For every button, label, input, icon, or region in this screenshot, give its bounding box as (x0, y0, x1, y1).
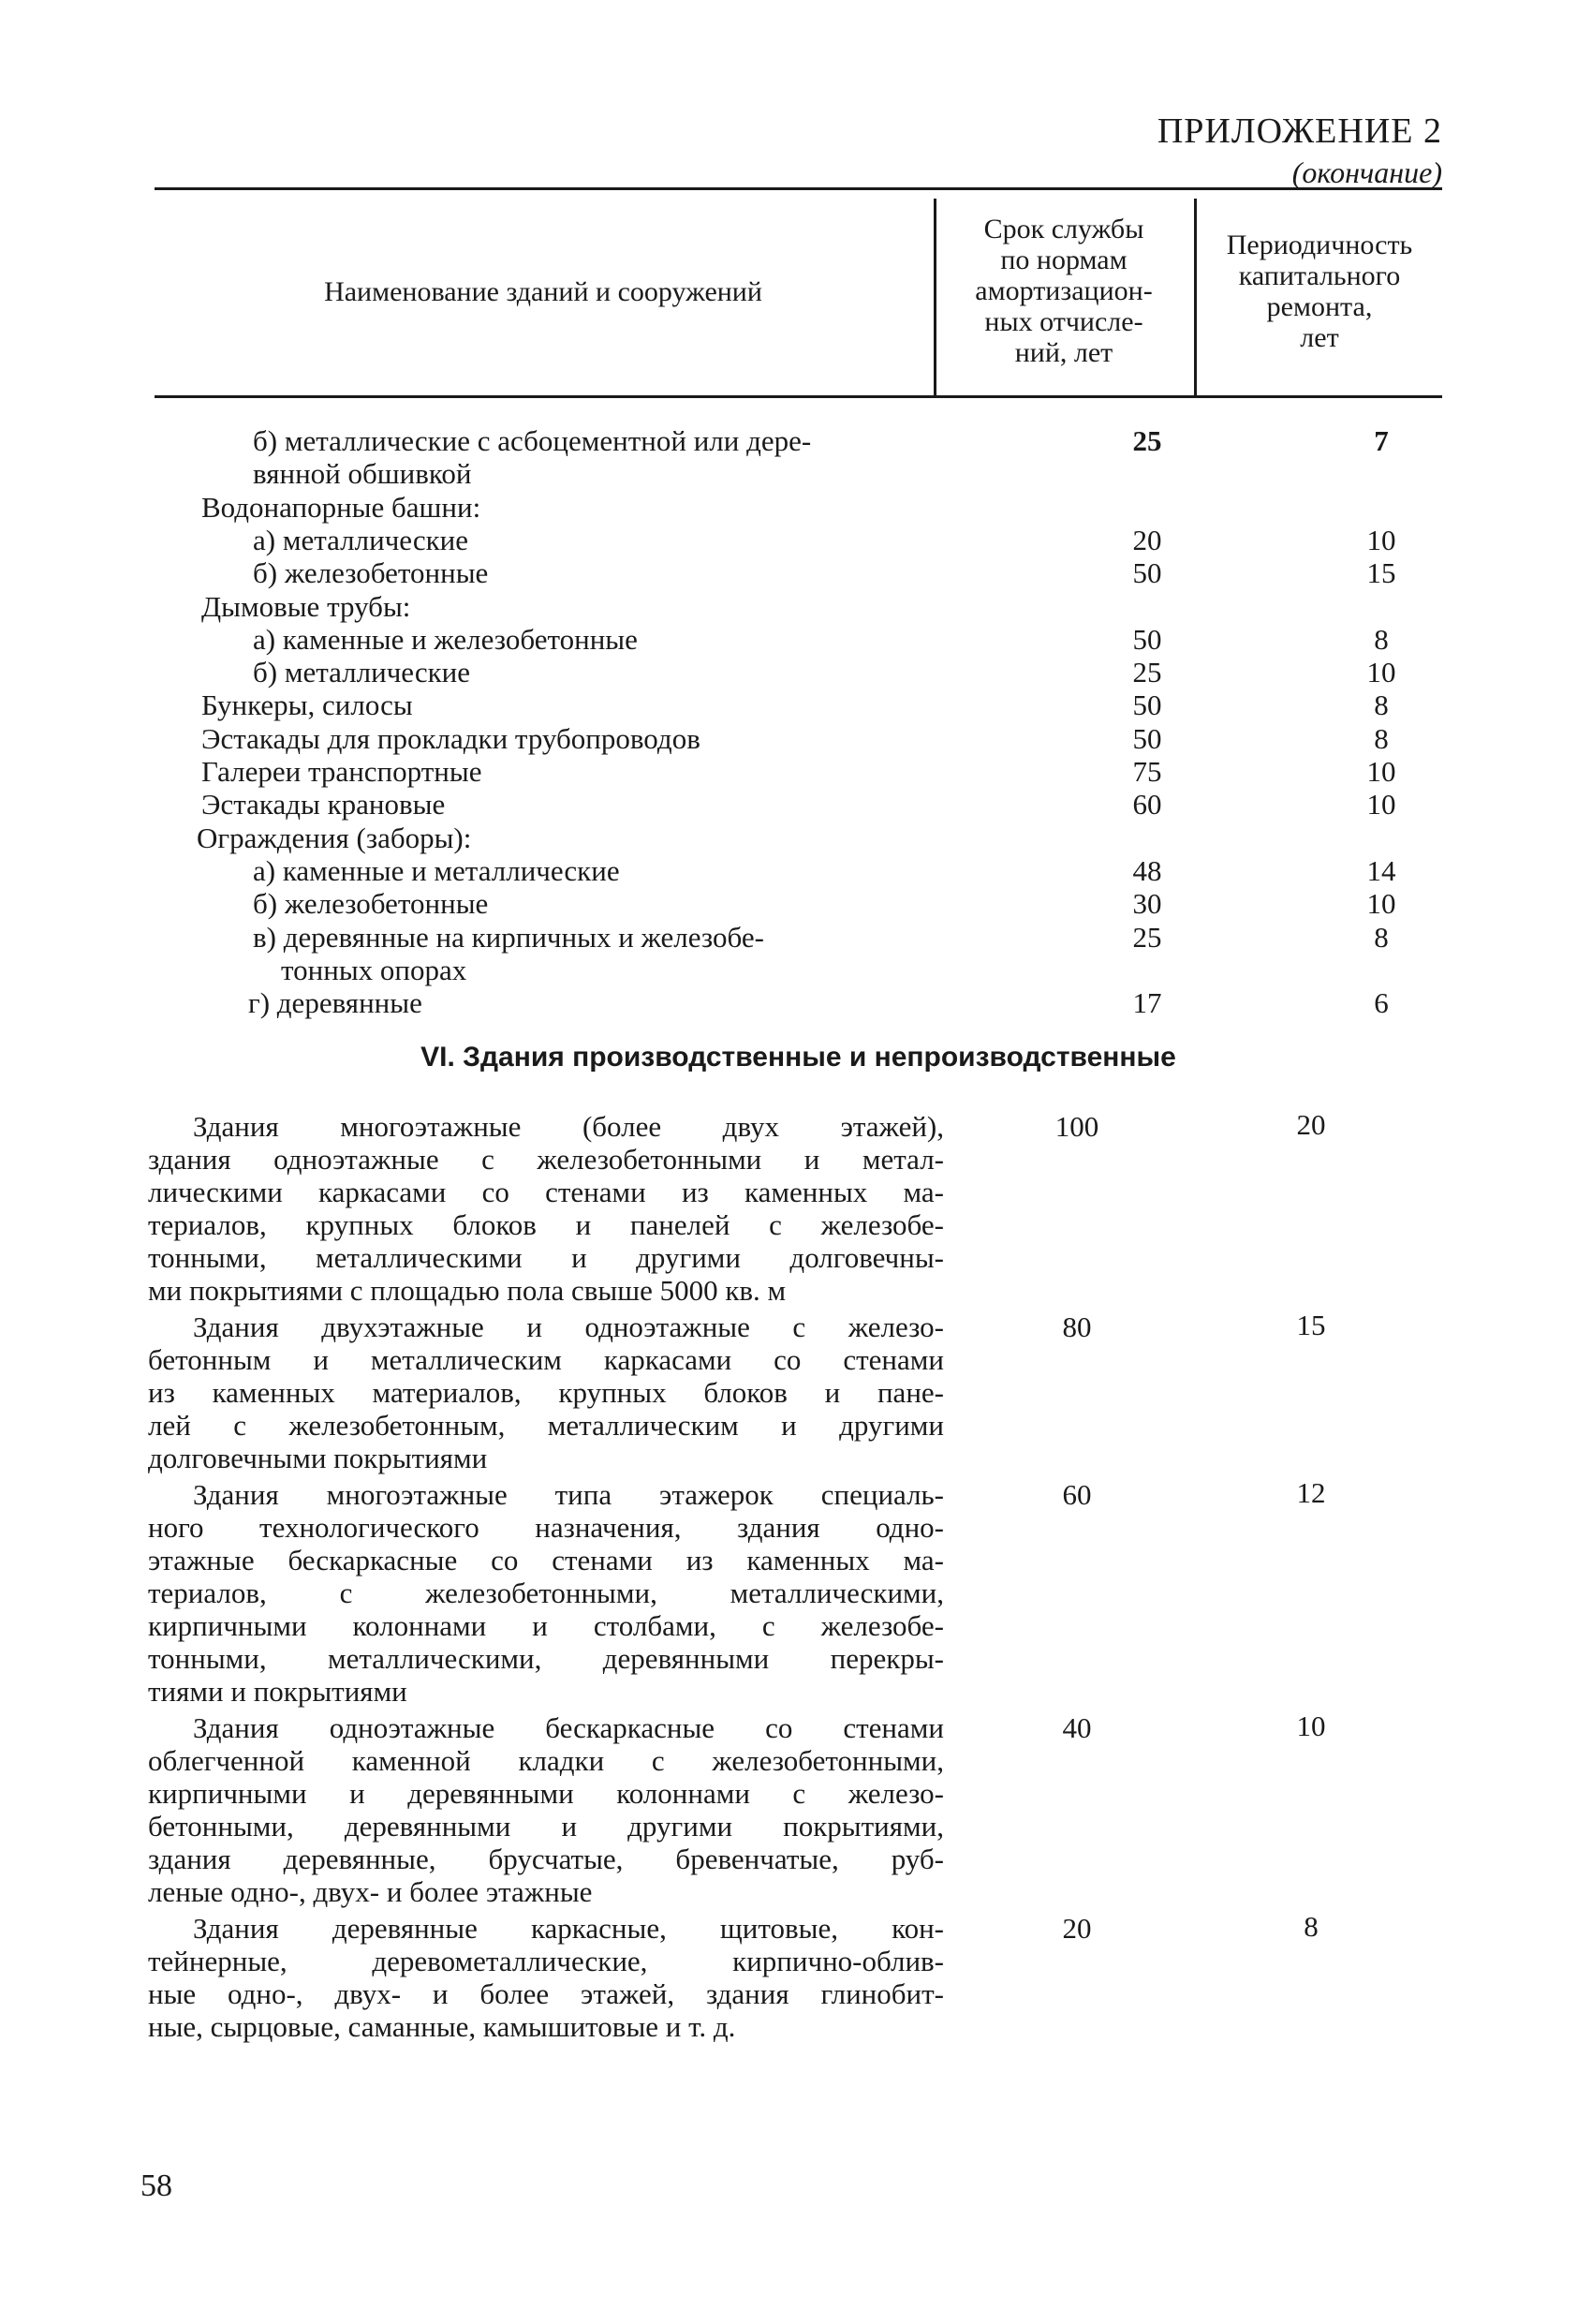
row-name: Эстакады крановые (201, 788, 446, 822)
row-name: б) железобетонные (253, 887, 489, 921)
row-name: а) металлические (253, 523, 468, 556)
row-repair-period: 8 (1374, 721, 1389, 755)
entry-line: ные, сырцовые, саманные, камышитовые и т. д. (148, 2010, 736, 2043)
entry-line: лическими каркасами со стенами из каменных ма- (148, 1176, 944, 1208)
row-repair-period: 10 (1366, 788, 1396, 822)
entry-service-life: 20 (1062, 1912, 1092, 1945)
table-row (155, 788, 1442, 821)
row-repair-period: 10 (1366, 887, 1396, 921)
row-repair-period: 14 (1366, 853, 1396, 887)
entry-repair-period: 10 (1296, 1710, 1326, 1742)
entry-line: этажные бескаркасные со стенами из каменных ма- (148, 1544, 944, 1576)
entry-line: териалов, крупных блоков и панелей с железобе- (148, 1208, 944, 1241)
row-service-life: 25 (1132, 656, 1162, 689)
row-name: тонных опорах (281, 953, 467, 986)
entry-service-life: 80 (1062, 1310, 1092, 1343)
table-row (155, 623, 1442, 656)
row-repair-period: 8 (1374, 688, 1389, 722)
service-life-header-line: ний, лет (1014, 337, 1113, 368)
row-repair-period: 15 (1366, 556, 1396, 590)
entry-line: бетонным и металлическим каркасами со стенами (148, 1343, 944, 1376)
entry-service-life: 60 (1062, 1478, 1092, 1511)
section-entry (148, 1110, 944, 1307)
row-service-life: 25 (1132, 424, 1162, 457)
table-row (155, 556, 1442, 589)
table-row (155, 656, 1442, 688)
repair-period-header-line: лет (1300, 322, 1339, 353)
entry-line: здания деревянные, брусчатые, бревенчатые, руб- (148, 1843, 944, 1875)
service-life-header-line: Срок службы (983, 214, 1144, 244)
repair-period-header-line: капитального (1238, 260, 1401, 291)
entry-repair-period: 12 (1296, 1476, 1326, 1509)
column-header-service-life (936, 214, 1191, 368)
section-title: VI. Здания производственные и непроизводственные (420, 1042, 1176, 1073)
row-repair-period: 10 (1366, 656, 1396, 689)
table-row (155, 590, 1442, 623)
entry-line: леные одно-, двух- и более этажные (148, 1875, 593, 1908)
row-repair-period: 10 (1366, 755, 1396, 788)
row-service-life: 50 (1132, 688, 1162, 722)
repair-period-header-line: Периодичность (1226, 229, 1413, 260)
service-life-header-line: по нормам (1000, 244, 1128, 275)
row-service-life: 75 (1132, 755, 1162, 788)
table-row (155, 688, 1442, 721)
entry-service-life: 100 (1054, 1110, 1099, 1143)
row-name: а) каменные и металлические (253, 853, 620, 887)
entry-line: долговечными покрытиями (148, 1442, 488, 1474)
row-repair-period: 6 (1374, 986, 1389, 1020)
row-name: б) металлические (253, 656, 471, 689)
appendix-continuation: (окончание) (1291, 155, 1442, 189)
section-entry (148, 1912, 944, 2043)
entry-line: ные одно-, двух- и более этажей, здания глинобит- (148, 1977, 944, 2010)
row-service-life: 30 (1132, 887, 1162, 921)
entry-line: тонными, металлическими, деревянными перекры- (148, 1642, 944, 1675)
page-number: 58 (140, 2169, 172, 2203)
entry-line: тейнерные, деревометаллические, кирпично-облив- (148, 1945, 944, 1977)
entry-line: бетонными, деревянными и другими покрытиями, (148, 1810, 944, 1843)
section-entry (148, 1711, 944, 1908)
table-row (155, 722, 1442, 755)
row-repair-period: 8 (1374, 622, 1389, 656)
row-service-life: 50 (1132, 622, 1162, 656)
row-name: б) железобетонные (253, 556, 489, 590)
row-repair-period: 8 (1374, 920, 1389, 954)
table-row (155, 854, 1442, 887)
entry-line: Здания одноэтажные бескаркасные со стенами (193, 1711, 944, 1744)
table-row (155, 986, 1442, 1019)
row-name: а) каменные и железобетонные (253, 622, 638, 656)
row-service-life: 20 (1132, 523, 1162, 556)
row-name: г) деревянные (248, 986, 422, 1020)
table-row (155, 457, 1442, 490)
row-service-life: 25 (1132, 920, 1162, 954)
row-name: в) деревянные на кирпичных и железобе- (253, 920, 764, 954)
section-entry (148, 1478, 944, 1708)
entry-line: облегченной каменной кладки с железобетонными, (148, 1744, 944, 1777)
column-header-repair-period (1197, 229, 1442, 353)
row-service-life: 50 (1132, 721, 1162, 755)
row-name: вянной обшивкой (253, 457, 472, 491)
table-row (155, 887, 1442, 920)
row-name: Бункеры, силосы (201, 688, 413, 722)
section-entry (148, 1310, 944, 1474)
entry-service-life: 40 (1062, 1711, 1092, 1744)
table-row (155, 491, 1442, 524)
row-service-life: 50 (1132, 556, 1162, 590)
entry-line: лей с железобетонным, металлическим и другими (148, 1409, 944, 1442)
entry-repair-period: 15 (1296, 1309, 1326, 1341)
row-name: Дымовые трубы: (201, 589, 411, 623)
table-row (155, 954, 1442, 986)
entry-line: кирпичными и деревянными колоннами с железо- (148, 1777, 944, 1810)
service-life-header-line: амортизацион- (975, 275, 1153, 306)
row-name: Ограждения (заборы): (197, 821, 472, 854)
table-row (155, 822, 1442, 854)
column-header-name: Наименование зданий и сооружений (324, 276, 762, 307)
service-life-header-line: ных отчисле- (984, 306, 1143, 337)
entry-repair-period: 20 (1296, 1108, 1326, 1141)
table-header-bottom-rule (155, 395, 1442, 398)
entry-line: тонными, металлическими и другими долговечны- (148, 1241, 944, 1274)
entry-line: Здания многоэтажные (более двух этажей), (193, 1110, 944, 1143)
row-name: Эстакады для прокладки трубопроводов (201, 721, 700, 755)
row-service-life: 17 (1132, 986, 1162, 1020)
entry-line: териалов, с железобетонными, металлическими, (148, 1576, 944, 1609)
repair-period-header-line: ремонта, (1266, 291, 1373, 322)
row-repair-period: 10 (1366, 523, 1396, 556)
row-name: Водонапорные башни: (201, 490, 481, 524)
row-repair-period: 7 (1374, 424, 1389, 457)
entry-line: ного технологического назначения, здания одно- (148, 1511, 944, 1544)
entry-line: здания одноэтажные с железобетонными и метал- (148, 1143, 944, 1176)
table-row (155, 424, 1442, 457)
entry-line: ми покрытиями с площадью пола свыше 5000 кв. м (148, 1274, 787, 1307)
table-row (155, 921, 1442, 954)
row-service-life: 60 (1132, 788, 1162, 822)
entry-line: Здания двухэтажные и одноэтажные с железо- (193, 1310, 944, 1343)
entry-line: Здания многоэтажные типа этажерок специаль- (193, 1478, 944, 1511)
row-service-life: 48 (1132, 853, 1162, 887)
entry-line: кирпичными колоннами и столбами, с железобе- (148, 1609, 944, 1642)
table-row (155, 755, 1442, 788)
appendix-title: ПРИЛОЖЕНИЕ 2 (1157, 111, 1442, 151)
entry-line: Здания деревянные каркасные, щитовые, кон- (193, 1912, 944, 1945)
entry-line: из каменных материалов, крупных блоков и пане- (148, 1376, 944, 1409)
row-name: б) металлические с асбоцементной или дере- (253, 424, 812, 457)
entry-repair-period: 8 (1304, 1910, 1319, 1943)
table-row (155, 524, 1442, 556)
table-top-rule (155, 187, 1442, 190)
entry-line: тиями и покрытиями (148, 1675, 407, 1708)
row-name: Галереи транспортные (201, 755, 482, 788)
